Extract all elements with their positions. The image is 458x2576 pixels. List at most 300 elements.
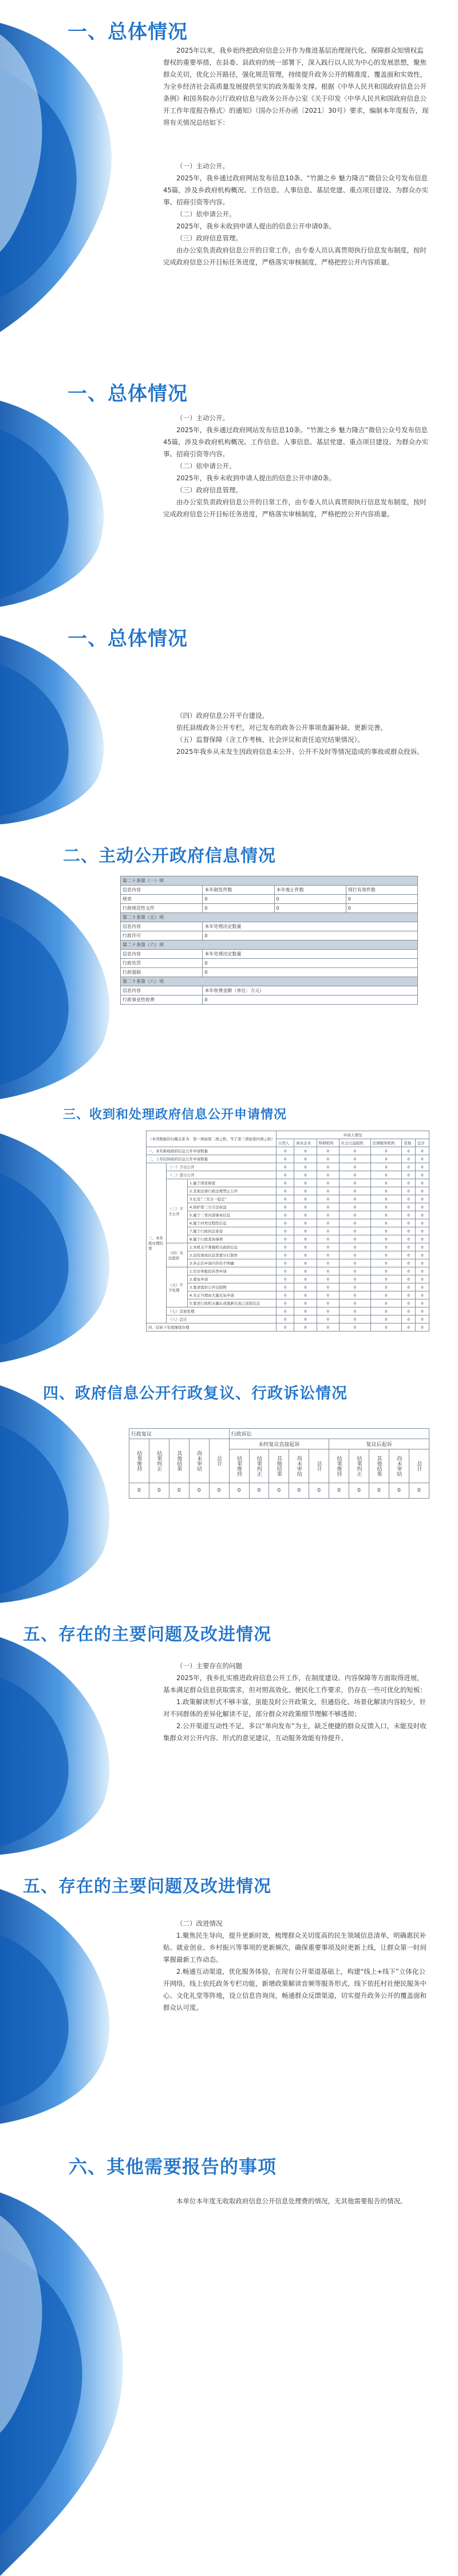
table-cell: 0 (370, 1227, 402, 1235)
table-cell: 0 (294, 1147, 317, 1155)
table-cell: 0 (370, 1323, 402, 1332)
table-cell: 0 (402, 1267, 416, 1275)
row-label: 5.要求行政机关确认或重新出具已获取信息 (188, 1299, 277, 1307)
table-header: 总计 (416, 1139, 429, 1147)
table-cell: 0 (276, 1323, 294, 1332)
table-cell: 0 (317, 1259, 339, 1267)
table-caption: 第二十条第（五）项 (121, 913, 418, 922)
table-cell: 0 (370, 1203, 402, 1211)
proactive-table (120, 876, 418, 1005)
table-cell: 0 (294, 1275, 317, 1283)
table-header: 自然人 (276, 1139, 294, 1147)
row-subgroup-label: （三）不予公开 (167, 1179, 188, 1243)
table-cell: 0 (294, 1267, 317, 1275)
section-overview-3 (0, 607, 458, 824)
table-cell: 0 (416, 1187, 429, 1195)
table-cell: 0 (402, 1155, 416, 1163)
table-header: 社会公益组织 (339, 1139, 370, 1147)
paragraph: 由办公室负责政府信息公开的日常工作，由专委人员认真贯彻执行信息发布制度，按时完成政府信息公开目标任务进度，严格落实审核制度，严格把控公开内容质量。 (163, 498, 427, 518)
table-cell: 0 (370, 1275, 402, 1283)
table-cell: 0 (294, 1219, 317, 1227)
table-cell: 0 (276, 1235, 294, 1243)
table-header: 其他 (402, 1139, 416, 1147)
table-cell: 0 (402, 1227, 416, 1235)
table-cell: 0 (276, 1171, 294, 1179)
table-cell: 0 (276, 1179, 294, 1187)
table-cell: 0 (416, 1315, 429, 1323)
table-cell: 0 (339, 1323, 370, 1332)
table-cell: 0 (294, 1259, 317, 1267)
table-cell: 0 (276, 1187, 294, 1195)
table-cell: 0 (339, 1315, 370, 1323)
table-cell: 0 (370, 1211, 402, 1219)
section-overview-1 (0, 0, 458, 366)
table-header: 其他结果 (169, 1439, 189, 1483)
table-cell: 0 (294, 1179, 317, 1187)
table-cell: 0 (276, 1203, 294, 1211)
table-header: 结果维持 (329, 1449, 349, 1483)
table-cell: 0 (402, 1259, 416, 1267)
table-cell: 0 (370, 1179, 402, 1187)
table-cell: 0 (317, 1163, 339, 1171)
table-row (147, 1275, 429, 1283)
paragraph: 2025年，我乡扎实推进政府信息公开工作，在制度建设、内容保障等方面取得进展，基本满足群众信息获取需求，但对照高效化、便民化工作要求，仍存在一些可优化的短板： (163, 1674, 427, 1694)
table-cell: 0 (329, 1483, 349, 1499)
paragraph: （一）主动公开。 (176, 162, 229, 170)
section-improvements (0, 1855, 458, 2124)
table-cell: 0 (370, 1195, 402, 1203)
table-cell: 0 (209, 1483, 229, 1499)
table-cell: 0 (370, 1187, 402, 1195)
table-header: 总计 (209, 1439, 229, 1483)
table-header: 本年废止件数 (274, 886, 346, 895)
row-label: （七）其他处理 (167, 1307, 277, 1315)
paragraph: 由办公室负责政府信息公开的日常工作，由专委人员认真贯彻执行信息发布制度，按时完成政府信息公开目标任务进度，严格落实审核制度，严格把控公开内容质量。 (163, 246, 427, 266)
table-row (147, 1171, 429, 1179)
table-cell: 0 (317, 1267, 339, 1275)
table-cell: 0 (416, 1163, 429, 1171)
paragraph: 2.畅通互动渠道，优化服务体验，在现有公开渠道基础上，构建“线上+线下”立体化公开网络，线上依托政务专栏功能，新增政策解读音频等服务形式，线下依托村社便民服务中心、文化礼堂等阵地，设立信息咨询岗，畅通群众反馈渠道，切实提升政务公开的覆盖面和群众认可度。 (163, 1967, 427, 2012)
table-cell: 0 (339, 1171, 370, 1179)
table-cell: 行政强制 (121, 968, 203, 977)
table-cell: 0 (203, 959, 418, 968)
row-label: （一）予以公开 (167, 1163, 277, 1171)
table-cell: 0 (402, 1275, 416, 1283)
table-row (147, 1243, 429, 1251)
row-label: 2.没有现成信息需要另行制作 (188, 1251, 277, 1259)
table-cell: 0 (294, 1187, 317, 1195)
table-header: 结果纠正 (149, 1439, 169, 1483)
table-row (147, 1203, 429, 1211)
section-body (163, 1660, 429, 1744)
table-cell: 0 (416, 1323, 429, 1332)
table-cell: 0 (317, 1211, 339, 1219)
paragraph: （四）政府信息公开平台建设。 (176, 712, 269, 720)
table-row (147, 1267, 429, 1275)
table-cell: 0 (276, 1211, 294, 1219)
table-cell: 0 (416, 1155, 429, 1163)
section-body (163, 2195, 429, 2207)
section-title: 五、存在的主要问题及改进情况 (23, 1876, 271, 1897)
table-row (147, 1163, 429, 1171)
table-cell: 0 (339, 1251, 370, 1259)
row-label: 4.保护第三方合法权益 (188, 1203, 277, 1211)
paragraph: 2025年，我乡未收到申请人提出的信息公开申请0条。 (176, 474, 336, 482)
table-cell: 0 (317, 1251, 339, 1259)
table-header: 结果维持 (229, 1449, 249, 1483)
section-title: 一、总体情况 (68, 382, 188, 405)
table-header: 结果纠正 (249, 1449, 269, 1483)
table-cell: 0 (203, 995, 418, 1005)
table-cell: 0 (339, 1195, 370, 1203)
table-cell: 0 (317, 1291, 339, 1299)
table-cell: 0 (416, 1219, 429, 1227)
table-header: 现行有效件数 (346, 886, 417, 895)
table-cell: 0 (339, 1227, 370, 1235)
table-cell: 0 (203, 904, 274, 913)
paragraph: 2025年我乡从未发生因政府信息未公开、公开不及时等情况造成的事故或群众投诉。 (176, 748, 424, 756)
table-cell: 0 (317, 1219, 339, 1227)
table-cell: 0 (339, 1211, 370, 1219)
table-cell: 0 (402, 1147, 416, 1155)
paragraph: 2025年，我乡通过政府网站发布信息10条。“竹源之乡 魅力隆吉”微信公众号发布信息45篇，涉及乡政府机构概况、工作信息、人事信息、基层党建、重点项目建设、为群众办实事、招商引资等内容。 (163, 174, 429, 206)
table-cell: 0 (402, 1315, 416, 1323)
table-cell: 0 (370, 1235, 402, 1243)
table-cell: 0 (276, 1251, 294, 1259)
table-cell: 0 (294, 1243, 317, 1251)
section-title: 六、其他需要报告的事项 (69, 2156, 277, 2178)
table-cell: 0 (317, 1155, 339, 1163)
table-cell: 0 (339, 1307, 370, 1315)
table-cell: 0 (289, 1483, 309, 1499)
table-header: 其他结果 (269, 1449, 289, 1483)
table-cell: 0 (339, 1259, 370, 1267)
table-cell: 0 (276, 1243, 294, 1251)
table-cell: 0 (274, 904, 346, 913)
table-cell: 0 (294, 1323, 317, 1332)
table-cell: 0 (416, 1299, 429, 1307)
table-cell: 0 (317, 1235, 339, 1243)
table-cell: 0 (402, 1203, 416, 1211)
paragraph: （一）主动公开。 (176, 414, 229, 422)
row-label: 1.信访举报投诉类申请 (188, 1267, 277, 1275)
table-row (121, 904, 418, 913)
table-header: 信息内容 (121, 950, 203, 959)
row-label: （二）部分公开 (167, 1171, 277, 1179)
table-cell: 0 (294, 1307, 317, 1315)
table-cell: 0 (294, 1283, 317, 1291)
table-cell: 0 (294, 1163, 317, 1171)
table-cell: 0 (409, 1483, 429, 1499)
table-cell: 0 (349, 1483, 369, 1499)
table-header-group: 行政诉讼 (229, 1429, 429, 1439)
table-cell: 0 (309, 1483, 329, 1499)
section-title: 一、总体情况 (68, 627, 188, 650)
table-header: 总计 (409, 1449, 429, 1483)
row-label: 1.本机关不掌握相关政府信息 (188, 1243, 277, 1251)
row-label: 四、结转下年度继续办理 (147, 1323, 277, 1332)
section-body (163, 710, 429, 758)
table-cell: 0 (276, 1259, 294, 1267)
table-cell: 0 (370, 1291, 402, 1299)
table-cell: 0 (402, 1283, 416, 1291)
table-cell: 0 (203, 931, 418, 941)
table-row (147, 1147, 429, 1155)
table-row (147, 1155, 429, 1163)
paragraph: 1.聚焦民生导向，提升更新时效，梳理群众关切度高的民生领域信息清单，明确惠民补贴、就业创业、乡村振兴等事项的更新频次，确保重要事项及时更新上线，让群众第一时间掌握最新工作动态。 (163, 1931, 427, 1963)
table-header: 结果维持 (129, 1439, 149, 1483)
paragraph: 2.公开渠道互动性不足，多以“单向发布”为主，缺乏便捷的群众反馈入口，未能及时收集群众对公开内容、形式的意见建议，互动服务效能有待提升。 (163, 1722, 427, 1742)
table-header-note: （本列数据的勾稽关系为：第一项加第二项之和，等于第三项加第四项之和） (147, 1131, 277, 1147)
table-cell: 0 (339, 1283, 370, 1291)
table-cell: 0 (389, 1483, 409, 1499)
table-cell: 0 (229, 1483, 249, 1499)
table-row (121, 895, 418, 904)
table-cell: 0 (149, 1483, 169, 1499)
paragraph: 1.政策解读形式不够丰富，虽能及时公开政策文，但通俗化、场景化解读内容较少，针对不同群体的差异化解读不足，部分群众对政策细节理解不够透彻； (163, 1698, 427, 1718)
table-cell: 0 (370, 1163, 402, 1171)
row-subgroup-label: （五）不予处理 (167, 1267, 188, 1307)
table-cell: 0 (416, 1171, 429, 1179)
table-cell: 0 (416, 1147, 429, 1155)
table-row (147, 1251, 429, 1259)
section-body (163, 1918, 429, 2014)
table-cell: 0 (402, 1211, 416, 1219)
table-cell: 0 (339, 1219, 370, 1227)
table-cell: 0 (416, 1259, 429, 1267)
table-cell: 0 (276, 1299, 294, 1307)
section-body (163, 45, 429, 268)
table-cell: 0 (339, 1235, 370, 1243)
table-cell: 0 (276, 1147, 294, 1155)
table-cell: 0 (294, 1195, 317, 1203)
table-cell: 0 (402, 1219, 416, 1227)
row-label: 3.危及“三安全一稳定” (188, 1195, 277, 1203)
table-header: 信息内容 (121, 886, 203, 895)
table-cell: 0 (370, 1243, 402, 1251)
table-row (147, 1179, 429, 1187)
row-label: 一、本年新收政府信息公开申请数量 (147, 1147, 277, 1155)
table-cell: 0 (276, 1227, 294, 1235)
table-cell: 0 (370, 1147, 402, 1155)
table-caption: 第二十条第（六）项 (121, 941, 418, 950)
table-row (121, 995, 418, 1005)
section-title: 五、存在的主要问题及改进情况 (23, 1625, 271, 1645)
paragraph: 2025年，我乡未收到申请人提出的信息公开申请0条。 (176, 222, 336, 230)
table-cell: 0 (370, 1251, 402, 1259)
table-cell: 0 (276, 1195, 294, 1203)
section-title: 三、收到和处理政府信息公开申请情况 (63, 1108, 287, 1122)
section-review-litigation (0, 1362, 458, 1603)
row-label: （八）总计 (167, 1315, 277, 1323)
paragraph: （三）政府信息管理。 (176, 486, 242, 494)
table-header: 信息内容 (121, 922, 203, 931)
table-cell: 0 (276, 1275, 294, 1283)
table-row (121, 959, 418, 968)
table-header: 本年处理决定数量 (203, 950, 418, 959)
table-cell: 0 (317, 1243, 339, 1251)
table-cell: 0 (416, 1195, 429, 1203)
row-label: 3.要求提供公开出版物 (188, 1283, 277, 1291)
table-header-group: 复议后起诉 (329, 1439, 429, 1449)
table-cell: 0 (339, 1187, 370, 1195)
table-cell: 0 (346, 904, 417, 913)
table-row (147, 1187, 429, 1195)
table-header: 尚未审结 (289, 1449, 309, 1483)
paragraph: 2025年以来，我乡始终把政府信息公开作为推进基层治理现代化、保障群众知情权监督权的重要举措，在县委、县政府的统一部署下，深入践行以人民为中心的发展思想，聚焦群众关切，优化公开路径，强化规范管理，持续提升政务公开的精准度、覆盖面和实效性，为全乡经济社会高质量发展提供坚实的政务服务支撑。根据《中华人民共和国政府信息公开条例》和国务院办公厅政府信息与政务公开办公室《关于印发〈中华人民共和国政府信息公开工作年度报告格式〉的通知》（国办公开办函〔2021〕30号）要求，编制本年度报告，现将有关情况总结如下： (163, 46, 429, 127)
table-header: 本年处理决定数量 (203, 922, 418, 931)
table-header: 其他结果 (369, 1449, 389, 1483)
row-label: 3.补正后申请内容仍不明确 (188, 1259, 277, 1267)
table-cell: 0 (416, 1227, 429, 1235)
row-label: 1.属于国家秘密 (188, 1179, 277, 1187)
table-cell: 0 (294, 1171, 317, 1179)
paragraph: （二）依申请公开。 (176, 462, 236, 470)
table-cell: 0 (276, 1283, 294, 1291)
row-label: 二、上年结转政府信息公开申请数量 (147, 1155, 277, 1163)
section-proactive-disclosure (0, 824, 458, 1099)
table-cell: 0 (294, 1235, 317, 1243)
table-cell: 0 (370, 1283, 402, 1291)
table-cell: 0 (169, 1483, 189, 1499)
table-cell: 0 (402, 1307, 416, 1315)
table-cell: 0 (416, 1275, 429, 1283)
section-body (163, 412, 429, 520)
table-cell: 0 (294, 1251, 317, 1259)
table-cell: 0 (317, 1195, 339, 1203)
table-cell: 0 (294, 1155, 317, 1163)
section-applications (0, 1099, 458, 1362)
table-cell: 0 (317, 1299, 339, 1307)
table-header: 科研机构 (317, 1139, 339, 1147)
table-cell: 行政处罚 (121, 959, 203, 968)
table-cell: 0 (402, 1251, 416, 1259)
table-row (147, 1315, 429, 1323)
row-group-label: 三、本年度办理结果 (147, 1163, 167, 1323)
table-cell: 0 (370, 1171, 402, 1179)
table-cell: 0 (276, 1267, 294, 1275)
table-cell: 0 (402, 1299, 416, 1307)
table-row (147, 1235, 429, 1243)
row-label: 7.属于行政执法案卷 (188, 1227, 277, 1235)
table-header-group: 未经复议直接起诉 (229, 1439, 329, 1449)
paragraph: 2025年，我乡通过政府网站发布信息10条。“竹源之乡 魅力隆吉”微信公众号发布信息45篇，涉及乡政府机构概况、工作信息、人事信息、基层党建、重点项目建设、为群众办实事、招商引资等内容。 (163, 426, 429, 458)
table-cell: 0 (416, 1179, 429, 1187)
table-header: 本年收费金额（单位：万元） (203, 986, 418, 995)
paragraph: 依托县级政务公开专栏，对已发布的政务公开事项查漏补缺、更新完善。 (176, 724, 387, 732)
table-cell: 0 (402, 1179, 416, 1187)
table-cell: 0 (402, 1243, 416, 1251)
table-row (147, 1323, 429, 1332)
table-cell: 行政规范性文件 (121, 904, 203, 913)
table-cell: 0 (370, 1307, 402, 1315)
table-cell: 0 (294, 1227, 317, 1235)
wave-decoration (0, 2124, 458, 2576)
table-cell: 0 (294, 1291, 317, 1299)
table-cell: 0 (317, 1307, 339, 1315)
table-header-group: 申请人情况 (276, 1131, 429, 1139)
review-table (129, 1428, 429, 1499)
table-cell: 0 (294, 1315, 317, 1323)
row-label: 2.其他法律行政法规禁止公开 (188, 1187, 277, 1195)
table-cell: 0 (402, 1235, 416, 1243)
table-header: 本年制发件数 (203, 886, 274, 895)
table-cell: 0 (276, 1155, 294, 1163)
table-header: 结果纠正 (349, 1449, 369, 1483)
table-header: 商业企业 (294, 1139, 317, 1147)
paragraph: （三）政府信息管理。 (176, 234, 242, 242)
table-cell: 0 (189, 1483, 209, 1499)
table-row (121, 968, 418, 977)
table-cell: 0 (416, 1307, 429, 1315)
table-cell: 0 (276, 1315, 294, 1323)
row-label: 4.无正当理由大量反复申请 (188, 1291, 277, 1299)
table-cell: 0 (269, 1483, 289, 1499)
section-title: 四、政府信息公开行政复议、行政诉讼情况 (43, 1385, 348, 1402)
applications-table (146, 1131, 429, 1332)
table-cell: 0 (339, 1243, 370, 1251)
table-row (147, 1283, 429, 1291)
table-cell: 0 (294, 1299, 317, 1307)
table-cell: 0 (416, 1267, 429, 1275)
table-cell: 0 (339, 1291, 370, 1299)
table-cell: 0 (317, 1187, 339, 1195)
table-cell: 0 (339, 1267, 370, 1275)
table-cell: 0 (274, 895, 346, 904)
table-cell: 0 (416, 1251, 429, 1259)
table-cell: 0 (370, 1219, 402, 1227)
table-cell: 0 (339, 1203, 370, 1211)
paragraph: （五）监督保障（含工作考核、社会评议和责任追究结果情况）。 (176, 736, 364, 744)
table-header: 信息内容 (121, 986, 203, 995)
table-cell: 0 (402, 1171, 416, 1179)
row-subgroup-label: （四）无法提供 (167, 1243, 188, 1267)
paragraph: 本单位本年度无收取政府信息公开信息处理费的情况，无其他需要报告的情况。 (176, 2197, 407, 2205)
row-label: 5.属于三类内部事务信息 (188, 1211, 277, 1219)
table-row (147, 1219, 429, 1227)
table-row (147, 1259, 429, 1267)
section-problems (0, 1603, 458, 1855)
paragraph: （二）改进情况 (176, 1919, 223, 1927)
table-row (147, 1307, 429, 1315)
table-cell: 0 (317, 1275, 339, 1283)
table-row (147, 1227, 429, 1235)
section-overview-2 (0, 366, 458, 607)
table-cell: 0 (317, 1171, 339, 1179)
paragraph: （二）依申请公开。 (176, 210, 236, 218)
table-header-group: 行政复议 (129, 1429, 230, 1439)
table-cell: 0 (317, 1203, 339, 1211)
table-cell: 规章 (121, 895, 203, 904)
table-cell: 0 (416, 1203, 429, 1211)
table-cell: 0 (203, 968, 418, 977)
table-header: 尚未审结 (189, 1439, 209, 1483)
row-label: 6.属于四类过程性信息 (188, 1219, 277, 1227)
table-cell: 0 (276, 1219, 294, 1227)
table-row (147, 1299, 429, 1307)
table-cell: 0 (294, 1203, 317, 1211)
table-cell: 0 (294, 1211, 317, 1219)
table-cell: 0 (416, 1291, 429, 1299)
section-title: 一、总体情况 (68, 21, 188, 44)
table-cell: 0 (276, 1291, 294, 1299)
table-row (147, 1195, 429, 1203)
table-caption: 第二十条第（八）项 (121, 977, 418, 986)
table-cell: 0 (402, 1163, 416, 1171)
table-caption: 第二十条第（一）项 (121, 876, 418, 886)
table-cell: 行政事业性收费 (121, 995, 203, 1005)
table-cell: 0 (317, 1147, 339, 1155)
